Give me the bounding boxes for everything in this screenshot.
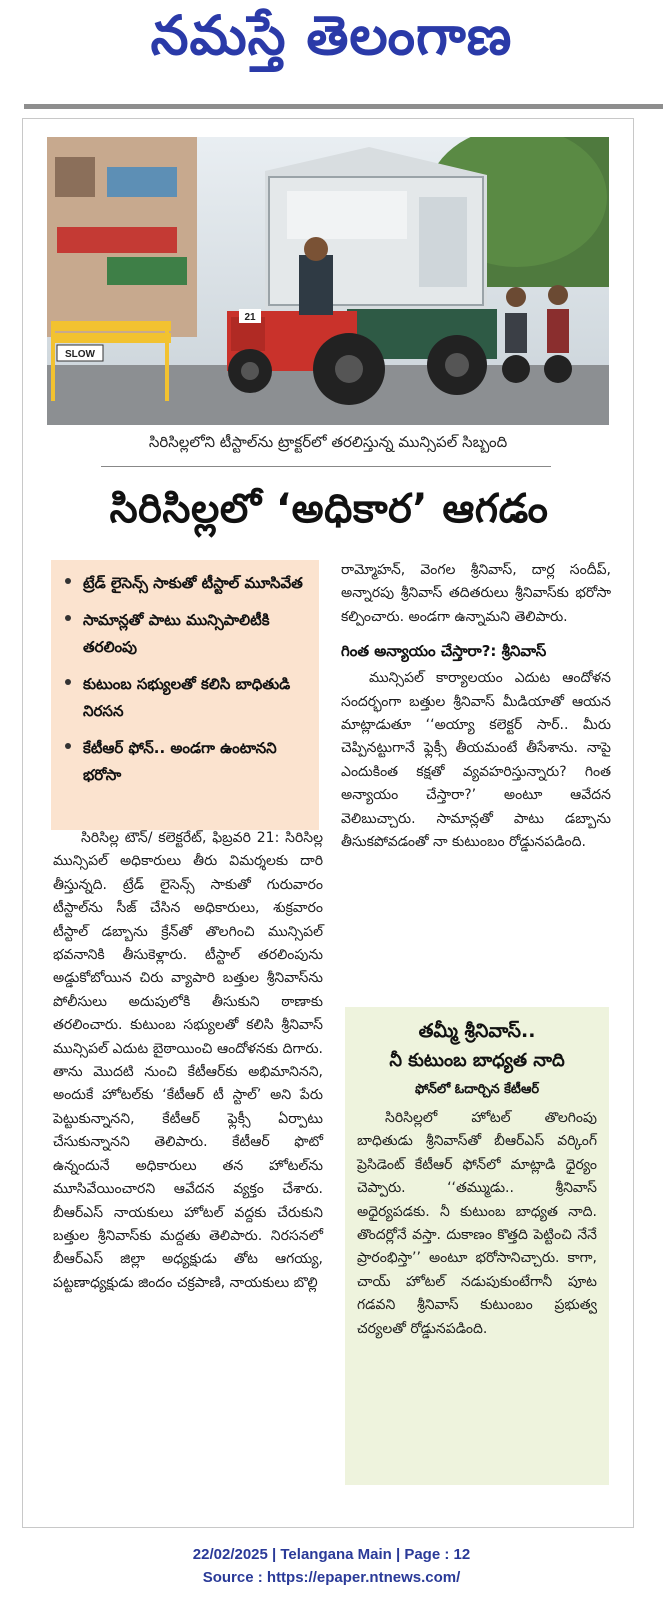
sidebar-title: నీ కుటుంబ బాధ్యత నాది xyxy=(389,1050,565,1071)
right-column xyxy=(341,559,611,854)
edition-info: 22/02/2025 | Telangana Main | Page : 12 xyxy=(192,1546,471,1563)
article-headline: సిరిసిల్లలో ‘అధికార’ ఆగడం xyxy=(109,486,549,532)
article-photo xyxy=(47,137,609,425)
highlight-item xyxy=(65,570,309,597)
masthead xyxy=(0,0,663,100)
highlights-box xyxy=(51,560,319,830)
highlight-item xyxy=(65,735,309,789)
highlight-text: కుటుంబ సభ్యులతో కలిసి బాధితుడి నిరసన xyxy=(83,675,291,720)
sidebar-body: సిరిసిల్లలో హోటల్ తొలగింపు బాధితుడు శ్రీనివాస్‌తో బీఆర్ఎస్ వర్కింగ్ ప్రెసిడెంట్ కేటీఆర్ ఫోన్‌లో మాట్లాడి ధైర్యం చెప్పారు. ‘‘తమ్ముడు.. శ్రీనివాస్ అధైర్యపడకు. నీ కుటుంబ బాధ్యత నాది. తొందర్లోనే వస్తా. దుకాణం కొత్తది పెట్టించి నేనే ప్రారంభిస్తా’’ అంటూ భరోసానిచ్చారు. కాగా, చాయ్ హోటల్ నడుపుకుంటేగానీ పూట గడవని శ్రీనివాస్ కుటుంబం ప్రభుత్వ చర్యలతో రోడ్డునపడింది. xyxy=(357,1110,597,1337)
sidebar-subtitle: ఫోన్‌లో ఓదార్చిన కేటీఆర్ xyxy=(414,1082,540,1097)
highlight-item xyxy=(65,671,309,725)
bullet-icon xyxy=(65,615,71,621)
article-clipping xyxy=(22,118,634,1528)
highlight-text: సామాన్లతో పాటు మున్సిపాలిటీకి తరలింపు xyxy=(83,611,270,656)
highlight-text: కేటీఆర్ ఫోన్.. అండగా ఉంటానని భరోసా xyxy=(83,739,277,784)
source-link[interactable]: Source : https://epaper.ntnews.com/ xyxy=(202,1569,461,1586)
photo-caption: సిరిసిల్లలోని టీస్టాల్‌ను ట్రాక్టర్‌లో తరలిస్తున్న మున్సిపల్ సిబ్బంది xyxy=(148,433,508,451)
tractor-photo-illustration xyxy=(47,137,609,425)
caption-divider xyxy=(101,466,551,467)
tractor-number-plate: 21 xyxy=(244,312,256,323)
slow-sign-text: SLOW xyxy=(65,349,95,360)
article-body-continuation: రామ్మోహన్, వెంగల శ్రీనివాస్, దార్ల సందీప్, అన్నారపు శ్రీనివాస్ తదితరులు శ్రీనివాస్‌కు భరోసా కల్పించారు. అండగా ఉన్నామని తెలిపారు. xyxy=(341,562,611,625)
highlight-text: ట్రేడ్ లైసెన్స్ సాకుతో టీస్టాల్ మూసివేత xyxy=(83,574,303,592)
bullet-icon xyxy=(65,679,71,685)
article-subheading: గింత అన్యాయం చేస్తారా?: శ్రీనివాస్ xyxy=(341,642,547,661)
left-column xyxy=(53,827,323,1295)
newspaper-logo: నమస్తే తెలంగాణ xyxy=(150,4,513,67)
bullet-icon xyxy=(65,578,71,584)
page-footer xyxy=(0,1543,663,1589)
ktr-sidebar-box xyxy=(345,1007,609,1485)
sidebar-name: తమ్మీ శ్రీనివాస్.. xyxy=(418,1020,536,1042)
article-body-left: సిరిసిల్ల టౌన్/ కలెక్టరేట్, ఫిబ్రవరి 21: సిరిసిల్ల మున్సిపల్ అధికారులు తీరు విమర్శలకు దారి తీస్తున్నది. ట్రేడ్ లైసెన్స్ సాకుతో గురువారం టీస్టాల్‌ను సీజ్ చేసిన అధికారులు, శుక్రవారం టీస్టాల్ డబ్బాను క్రేన్‌తో తొలగించి మున్సిపల్ భవనానికి తీసుకెళ్లారు. టీస్టాల్ తరలింపును అడ్డుకోబోయిన చిరు వ్యాపారి బత్తుల శ్రీనివాస్‌ను పోలీసులు అదుపులోకి తీసుకుని ఠాణాకు తరలించారు. కుటుంబ సభ్యులతో కలిసి శ్రీనివాస్ మున్సిపల్ ఎదుట బైఠాయించి ఆందోళనకు దిగారు. తాను మొదటి నుంచి కేటీఆర్‌కు అభిమానినని, అందుకే హోటల్‌కు ‘కేటీఆర్ టీ స్టాల్’ అని పేరు పెట్టుకున్నానని, కేటీఆర్ ఫ్లెక్సీ ఏర్పాటు చేసుకున్నానని తెలిపారు. కేటీఆర్ ఫొటో ఉన్నందునే అధికారులు తన హోటల్‌ను మూసివేయించారని ఆవేదన వ్యక్తం చేశారు. బీఆర్ఎస్ నాయకులు హోటల్ వద్దకు చేరుకుని బత్తుల శ్రీనివాస్‌కు మద్దతు తెలిపారు. నిరసనలో బీఆర్ఎస్ జిల్లా అధ్యక్షుడు తోట ఆగయ్య, పట్టణాధ్యక్షుడు జిందం చక్రపాణి, నాయకులు బొల్లి xyxy=(53,830,323,1291)
bullet-icon xyxy=(65,743,71,749)
masthead-divider xyxy=(24,104,663,109)
highlight-item xyxy=(65,607,309,661)
article-body-quote: మున్సిపల్ కార్యాలయం ఎదుట ఆందోళన సందర్భంగా బత్తుల శ్రీనివాస్ మీడియాతో ఆయన మాట్లాడుతూ ‘‘అయ్యా కలెక్టర్ సార్.. మీరు చెప్పినట్టుగానే ఫ్లెక్సీ తీయమంటే తీసేశాను. నాపై ఎందుకింత కక్షతో వ్యవహరిస్తున్నారు? గింత అన్యాయం చేస్తారా?’ అంటూ ఆవేదన వెలిబుచ్చారు. సామాన్లతో పాటు డబ్బాను తీసుకపోవడంతో నా కుటుంబం రోడ్డునపడింది. xyxy=(341,670,611,851)
